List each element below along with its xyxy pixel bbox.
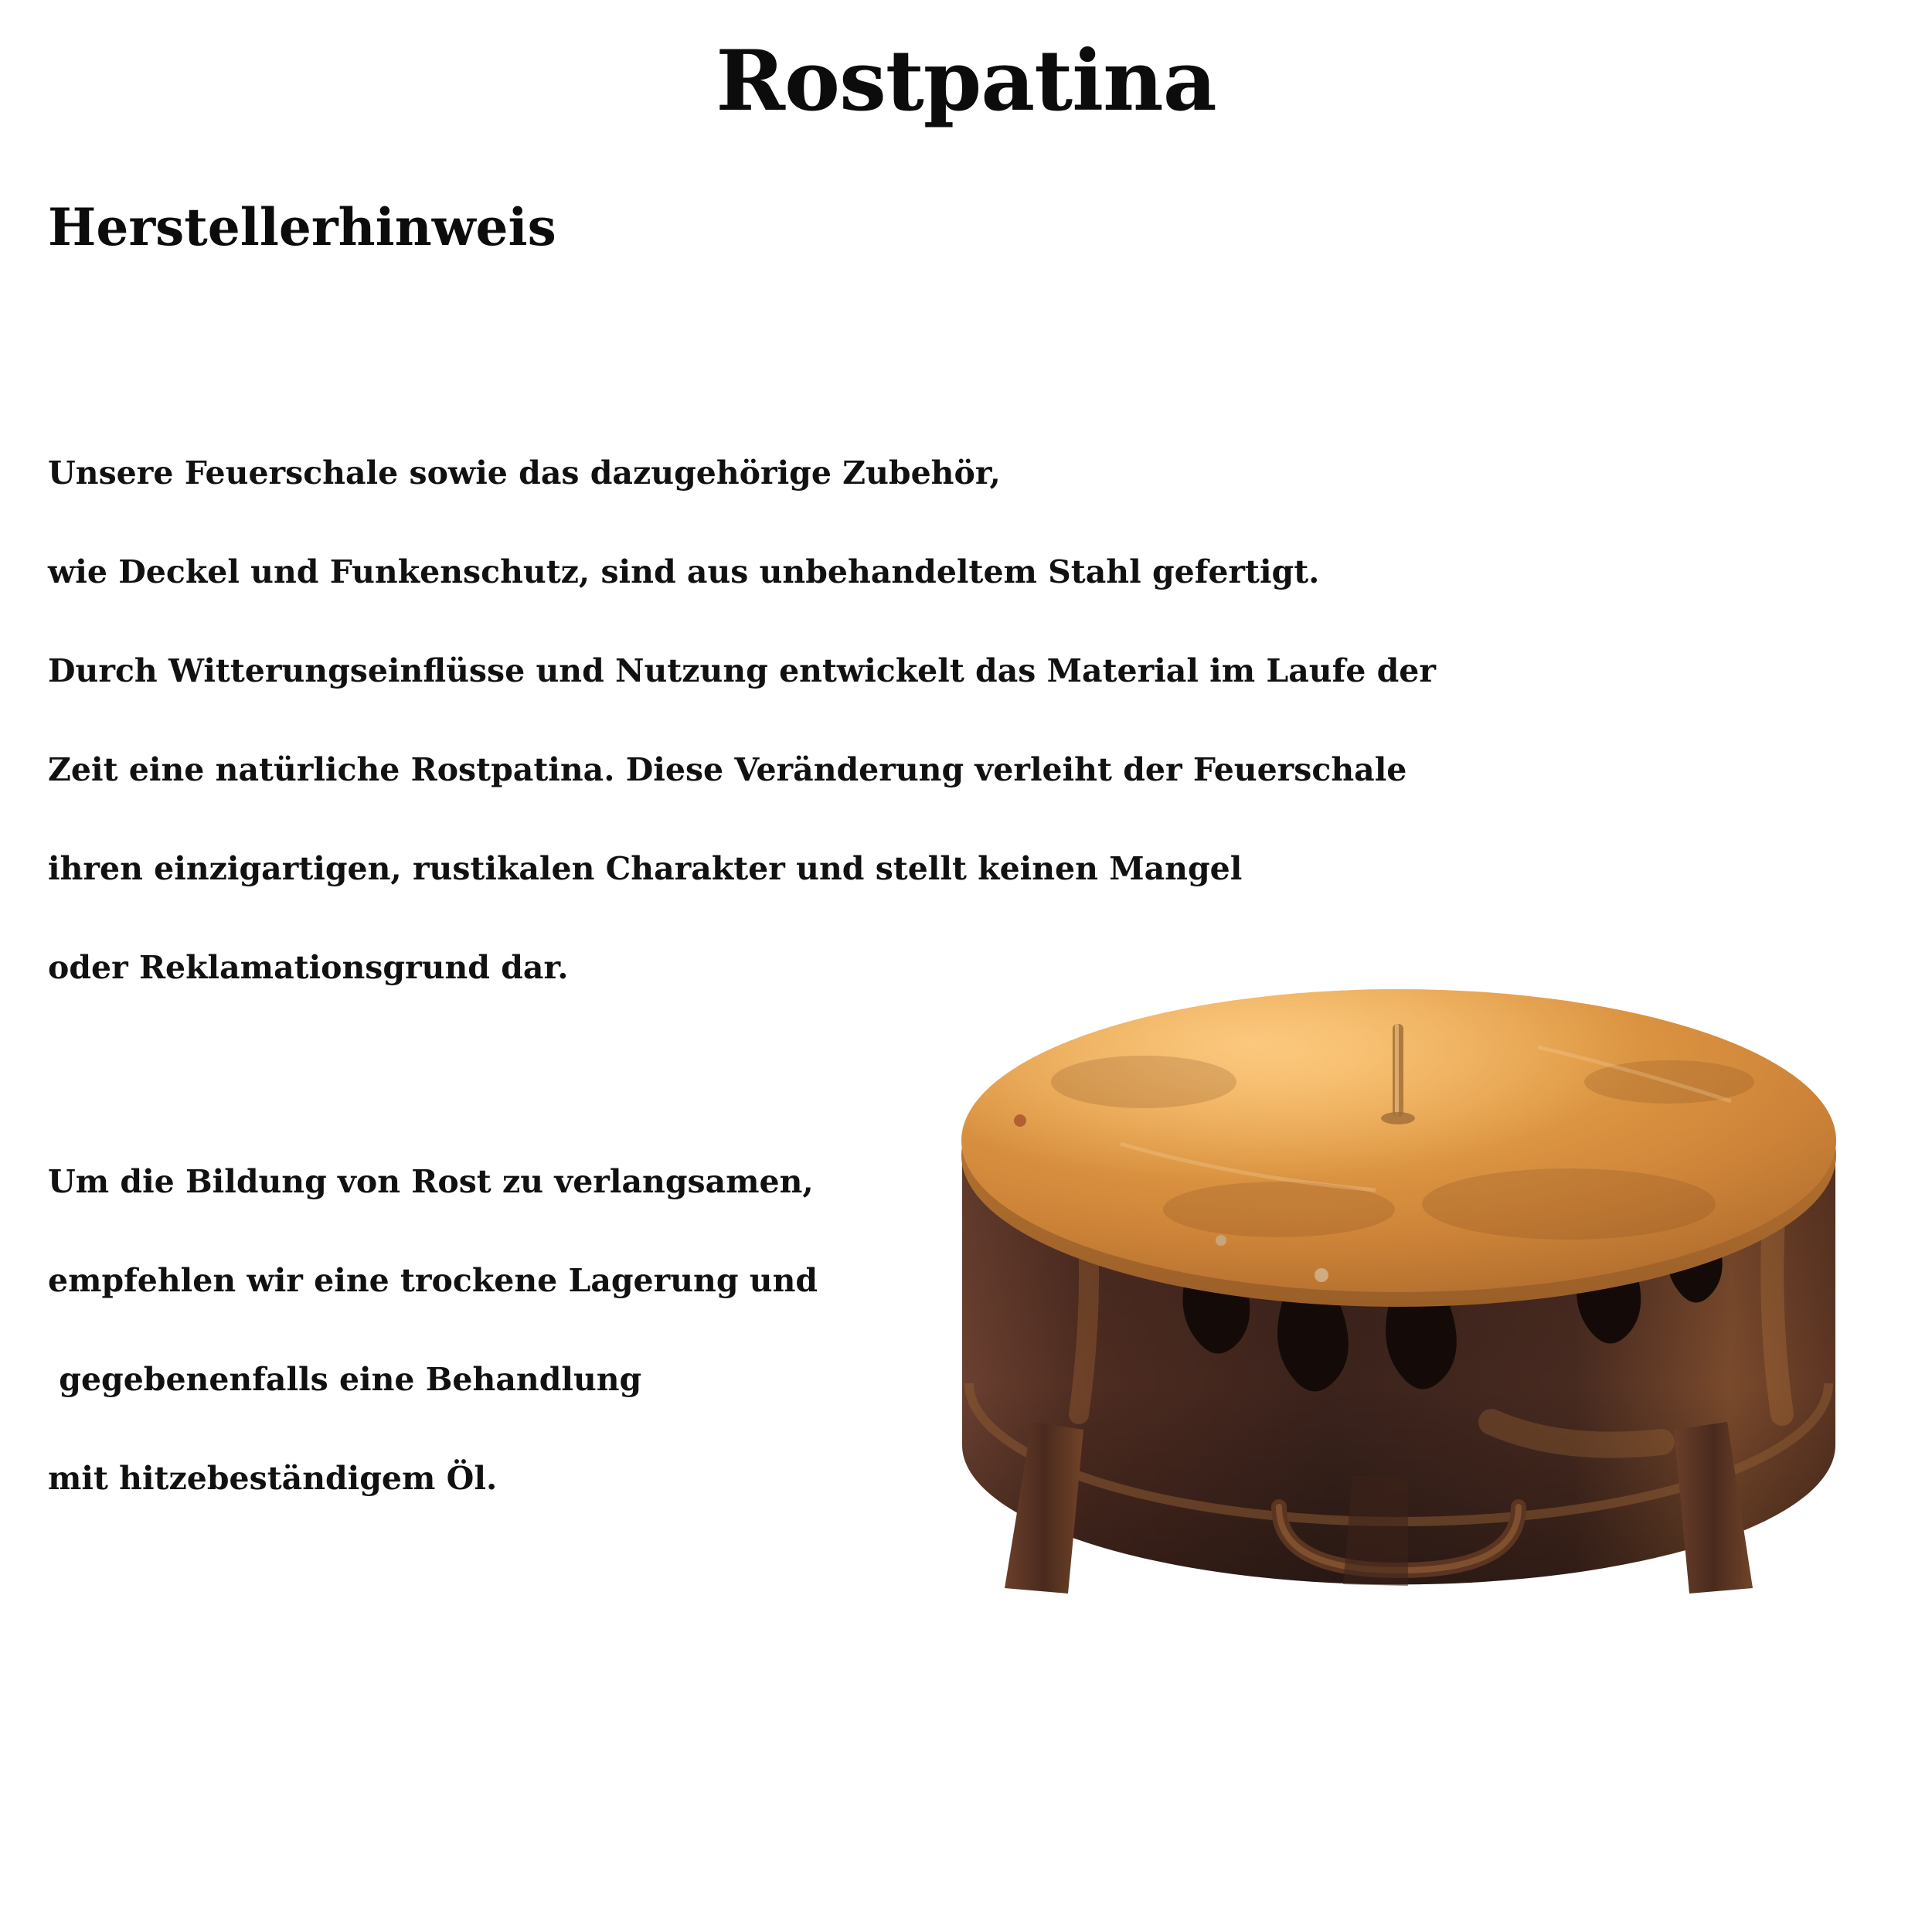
paragraph-2 <box>48 1132 818 1528</box>
fire-bowl-photo <box>889 889 1909 1909</box>
paragraph-line: Um die Bildung von Rost zu verlangsamen, <box>48 1163 814 1200</box>
paragraph-line: Zeit eine natürliche Rostpatina. Diese Veränderung verleiht der Feuerschale <box>48 751 1407 788</box>
paragraph-line: ihren einzigartigen, rustikalen Charakter und stellt keinen Mangel <box>48 850 1243 887</box>
paragraph-line: oder Reklamationsgrund dar. <box>48 949 569 986</box>
paragraph-line: Unsere Feuerschale sowie das dazugehörige Zubehör, <box>48 454 1001 492</box>
section-heading: Herstellerhinweis <box>48 197 556 257</box>
paragraph-line: gegebenenfalls eine Behandlung <box>48 1361 642 1398</box>
paragraph-line: Durch Witterungseinflüsse und Nutzung entwickelt das Material im Laufe der <box>48 652 1436 689</box>
page-title: Rostpatina <box>716 32 1216 130</box>
paragraph-line: mit hitzebeständigem Öl. <box>48 1460 498 1497</box>
paragraph-line: empfehlen wir eine trockene Lagerung und <box>48 1262 818 1299</box>
paragraph-line: wie Deckel und Funkenschutz, sind aus unbehandeltem Stahl gefertigt. <box>48 553 1320 590</box>
